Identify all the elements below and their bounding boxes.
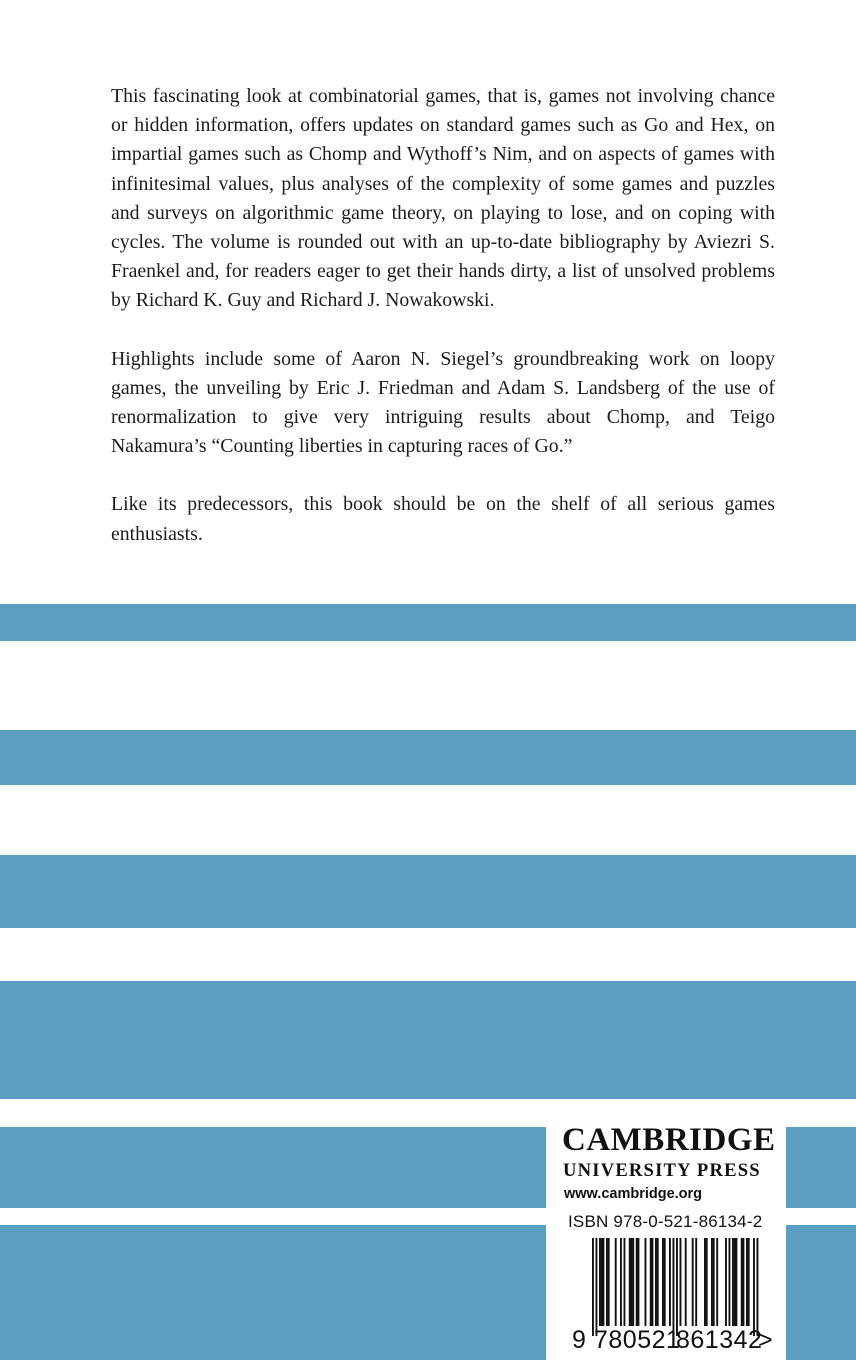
barcode-right-digits: 861342 (676, 1326, 763, 1354)
barcode-guard-bar (753, 1238, 755, 1336)
barcode-bar (631, 1238, 633, 1326)
barcode-bar (704, 1238, 706, 1326)
barcode-bar (695, 1238, 697, 1326)
barcode-bar (636, 1238, 638, 1326)
barcode-guard-bar (673, 1238, 675, 1336)
barcode-bar (620, 1238, 622, 1326)
barcode-guard-bar (596, 1238, 598, 1336)
publisher-website: www.cambridge.org (564, 1186, 703, 1202)
barcode-bar (624, 1238, 626, 1326)
publisher-panel (546, 1118, 786, 1360)
barcode-bar (650, 1238, 652, 1326)
barcode-guard-bar (757, 1238, 759, 1336)
blurb-paragraph-1: This fascinating look at combinatorial games, that is, games not involving chance or hidden information, offers updates on standard games such as Go and Hex, on impartial games such as Chomp and Wythoff’s Nim, and on aspects of games with infinitesimal values, plus analyses of the complexity of some games and puzzles and surveys on algorithmic game theory, on playing to lose, and on coping with cycles. The volume is rounded out with an up-to-date bibliography by Aviezri S. Fraenkel and, for readers eager to get their hands dirty, a list of unsolved problems by Richard K. Guy and Richard J. Nowakowski. (111, 85, 775, 312)
barcode-bar (729, 1238, 731, 1326)
barcode-bar (615, 1238, 617, 1326)
barcode-bar (685, 1238, 687, 1326)
barcode-first-digit: 9 (572, 1326, 587, 1354)
decorative-band-4 (0, 981, 856, 1099)
barcode-bar (638, 1238, 640, 1326)
isbn-label: ISBN 978-0-521-86134-2 (568, 1212, 763, 1231)
barcode-bar (657, 1238, 659, 1326)
decorative-band-1 (0, 604, 856, 641)
barcode-bar (608, 1238, 610, 1326)
barcode-bar (680, 1238, 682, 1326)
barcode-bar (732, 1238, 734, 1326)
barcode-bar (711, 1238, 713, 1326)
barcode-bar (645, 1238, 647, 1326)
barcode-bar (601, 1238, 603, 1326)
barcode-bar (599, 1238, 601, 1326)
barcode-bar (734, 1238, 736, 1326)
barcode-bar (716, 1238, 718, 1326)
decorative-band-3 (0, 855, 856, 928)
barcode-bar (632, 1238, 634, 1326)
barcode-bar (713, 1238, 715, 1326)
blurb-paragraph-3: Like its predecessors, this book should be on the shelf of all serious games enthusiasts. (111, 493, 775, 545)
barcode-bar (629, 1238, 631, 1326)
decorative-band-2 (0, 730, 856, 785)
publisher-subtitle: UNIVERSITY PRESS (563, 1160, 761, 1181)
barcode-bar (741, 1238, 743, 1326)
barcode-bar (706, 1238, 708, 1326)
barcode-quiet-zone-marker: > (758, 1326, 774, 1354)
barcode-bar (725, 1238, 727, 1326)
barcode-bar (603, 1238, 605, 1326)
barcode-guard-bar (592, 1238, 594, 1336)
barcode-left-digits: 780521 (594, 1326, 681, 1354)
barcode-bar (748, 1238, 750, 1326)
barcode-bar (746, 1238, 748, 1326)
barcode-bar (692, 1238, 694, 1326)
barcode-guard-bar (676, 1238, 678, 1336)
blurb-paragraph-2: Highlights include some of Aaron N. Siegel’s groundbreaking work on loopy games, the unveiling by Eric J. Friedman and Adam S. Landsberg of the use of renormalization to give very intriguing results about Chomp, and Teigo Nakamura’s “Counting liberties in capturing races of Go.” (111, 347, 775, 458)
barcode-bar (655, 1238, 657, 1326)
barcode-bar (669, 1238, 671, 1326)
barcode-bar (664, 1238, 666, 1326)
barcode-bar (662, 1238, 664, 1326)
barcode-bar (606, 1238, 608, 1326)
barcode (546, 1118, 786, 1360)
back-cover-blurb (111, 82, 775, 578)
publisher-name: CAMBRIDGE (562, 1122, 776, 1158)
barcode-bar (743, 1238, 745, 1326)
barcode-bar (652, 1238, 654, 1326)
barcode-bar (736, 1238, 738, 1326)
